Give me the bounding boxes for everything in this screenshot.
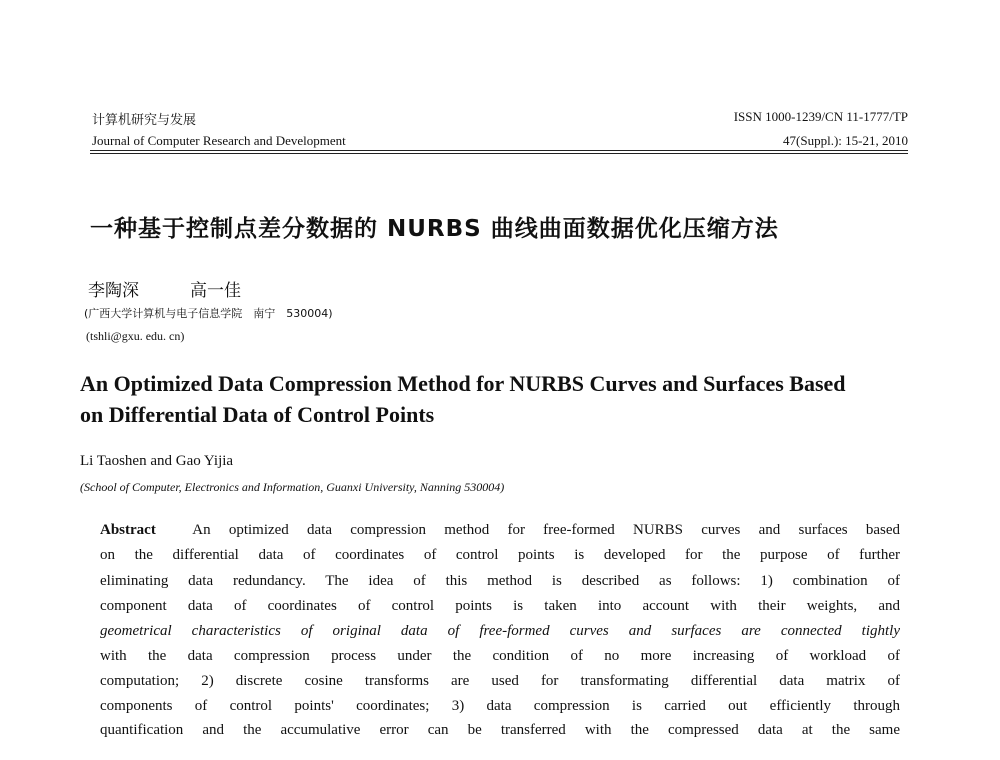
header-rule-top [90, 150, 908, 151]
affiliation-en: (School of Computer, Electronics and Information, Guanxi University, Nanning 530004) [80, 480, 505, 494]
abstract-line: on the differential data of coordinates of control points is developed for the purpose of further [100, 547, 900, 563]
affiliation-cn: (广西大学计算机与电子信息学院 南宁 530004) [84, 307, 333, 320]
title-en-line-2: on Differential Data of Control Points [80, 402, 435, 427]
journal-name-en: Journal of Computer Research and Development [92, 133, 346, 148]
abstract-line: quantification and the accumulative error can be transferred with the compressed data at the same [100, 722, 900, 738]
title-en-line-1: An Optimized Data Compression Method for NURBS Curves and Surfaces Based [80, 371, 846, 396]
abstract-line: component data of coordinates of control points is taken into account with their weights, and [100, 598, 900, 614]
email: (tshli@gxu. edu. cn) [86, 329, 185, 343]
abstract-line: with the data compression process under the condition of no more increasing of workload of [100, 648, 900, 664]
author-cn-2: 高一佳 [190, 281, 241, 301]
abstract-line: computation; 2) discrete cosine transforms are used for transformating differential data matrix of [100, 673, 900, 689]
journal-name-cn: 计算机研究与发展 [92, 113, 197, 128]
abstract-line: eliminating data redundancy. The idea of this method is described as follows: 1) combination of [100, 573, 900, 589]
issue-info: 47(Suppl.): 15-21, 2010 [783, 133, 908, 148]
abstract-line: Abstract An optimized data compression method for free-formed NURBS curves and surfaces based [100, 522, 900, 538]
authors-en: Li Taoshen and Gao Yijia [80, 453, 234, 469]
abstract-line: geometrical characteristics of original data of free-formed curves and surfaces are connected tightly [100, 623, 900, 639]
header-rule-bottom [90, 153, 908, 154]
author-cn-1: 李陶深 [88, 281, 139, 301]
abstract-label: Abstract [100, 522, 156, 538]
abstract-line: components of control points' coordinates; 3) data compression is carried out efficiently through [100, 698, 900, 714]
title-cn: 一种基于控制点差分数据的 NURBS 曲线曲面数据优化压缩方法 [90, 216, 779, 242]
issn: ISSN 1000-1239/CN 11-1777/TP [733, 109, 908, 124]
